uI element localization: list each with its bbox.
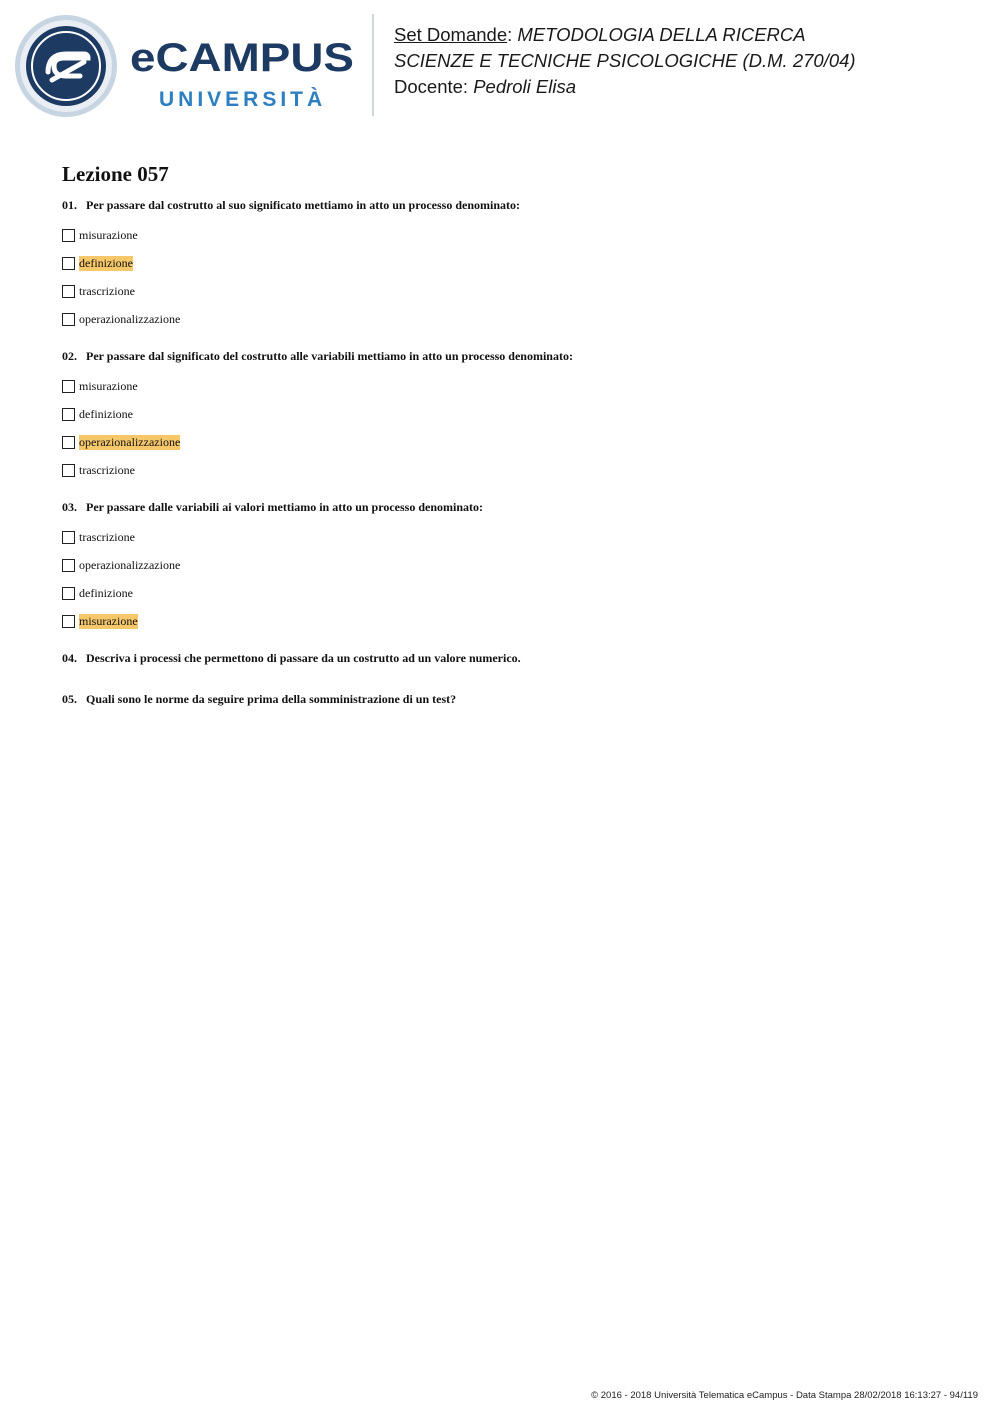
answer-label: trascrizione: [79, 283, 135, 298]
question-body: Per passare dal costrutto al suo significato mettiamo in atto un processo denominato:: [86, 198, 520, 212]
checkbox[interactable]: [62, 464, 75, 477]
answer-options: [62, 523, 962, 635]
question-number: 04.: [62, 651, 77, 665]
answer-option[interactable]: [62, 400, 962, 428]
brand-wordmark-text: eCAMPUS: [130, 40, 354, 74]
question-block: [62, 499, 962, 635]
question-body: Descriva i processi che permettono di passare da un costrutto ad un valore numerico.: [86, 651, 521, 665]
answer-label-correct: definizione: [79, 255, 133, 270]
checkbox[interactable]: [62, 257, 75, 270]
question-block: [62, 650, 962, 666]
question-text: [62, 650, 962, 666]
checkbox[interactable]: [62, 285, 75, 298]
question-number: 02.: [62, 349, 77, 363]
answer-option[interactable]: [62, 579, 962, 607]
answer-label: trascrizione: [79, 529, 135, 544]
docente-line: Docente: Pedroli Elisa: [394, 76, 577, 97]
answer-options: [62, 372, 962, 484]
checkbox[interactable]: [62, 531, 75, 544]
answer-option[interactable]: [62, 305, 962, 333]
answer-option[interactable]: [62, 277, 962, 305]
question-text: [62, 691, 962, 707]
answer-label: operazionalizzazione: [79, 311, 181, 326]
page-footer: © 2016 - 2018 Università Telematica eCampus - Data Stampa 28/02/2018 16:13:27 - 94/119: [591, 1390, 978, 1401]
checkbox[interactable]: [62, 559, 75, 572]
answer-option[interactable]: [62, 249, 962, 277]
checkbox[interactable]: [62, 408, 75, 421]
set-title-line-1: Set Domande: METODOLOGIA DELLA RICERCA: [394, 24, 806, 45]
answer-option[interactable]: [62, 221, 962, 249]
checkbox[interactable]: [62, 229, 75, 242]
question-block: [62, 348, 962, 484]
question-number: 01.: [62, 198, 77, 212]
lesson-content: [62, 160, 962, 732]
question-body: Quali sono le norme da seguire prima della somministrazione di un test?: [86, 692, 457, 706]
set-info: [394, 22, 984, 100]
answer-option[interactable]: [62, 551, 962, 579]
ecampus-emblem-icon: [14, 14, 118, 118]
checkbox[interactable]: [62, 587, 75, 600]
answer-options: [62, 221, 962, 333]
set-title: METODOLOGIA DELLA RICERCA: [517, 24, 806, 45]
answer-option[interactable]: [62, 428, 962, 456]
question-block: [62, 691, 962, 707]
set-title-line-2: SCIENZE E TECNICHE PSICOLOGICHE (D.M. 270/04): [394, 50, 856, 71]
question-number: 03.: [62, 500, 77, 514]
lesson-title: Lezione 057: [62, 162, 169, 186]
docente-name: Pedroli Elisa: [473, 76, 577, 97]
answer-label: operazionalizzazione: [79, 557, 181, 572]
set-label: Set Domande: [394, 24, 508, 45]
answer-option[interactable]: [62, 372, 962, 400]
answer-label-correct: misurazione: [79, 613, 138, 628]
answer-label: definizione: [79, 406, 133, 421]
question-body: Per passare dal significato del costrutto alle variabili mettiamo in atto un processo denominato:: [86, 349, 573, 363]
page-header: [0, 0, 1000, 130]
answer-label-correct: operazionalizzazione: [79, 434, 181, 449]
question-text: [62, 348, 962, 364]
answer-option[interactable]: [62, 523, 962, 551]
question-block: [62, 197, 962, 333]
question-number: 05.: [62, 692, 77, 706]
docente-label: Docente: [394, 76, 463, 97]
answer-option[interactable]: [62, 456, 962, 484]
checkbox[interactable]: [62, 380, 75, 393]
checkbox[interactable]: [62, 313, 75, 326]
checkbox[interactable]: [62, 615, 75, 628]
answer-label: misurazione: [79, 227, 138, 242]
question-text: [62, 499, 962, 515]
answer-option[interactable]: [62, 607, 962, 635]
header-divider: [372, 14, 374, 116]
answer-label: trascrizione: [79, 462, 135, 477]
answer-label: misurazione: [79, 378, 138, 393]
brand-subtitle: UNIVERSITÀ: [159, 88, 327, 111]
checkbox[interactable]: [62, 436, 75, 449]
ecampus-wordmark: [130, 40, 356, 74]
question-list: [62, 197, 962, 707]
answer-label: definizione: [79, 585, 133, 600]
question-text: [62, 197, 962, 213]
question-body: Per passare dalle variabili ai valori mettiamo in atto un processo denominato:: [86, 500, 483, 514]
